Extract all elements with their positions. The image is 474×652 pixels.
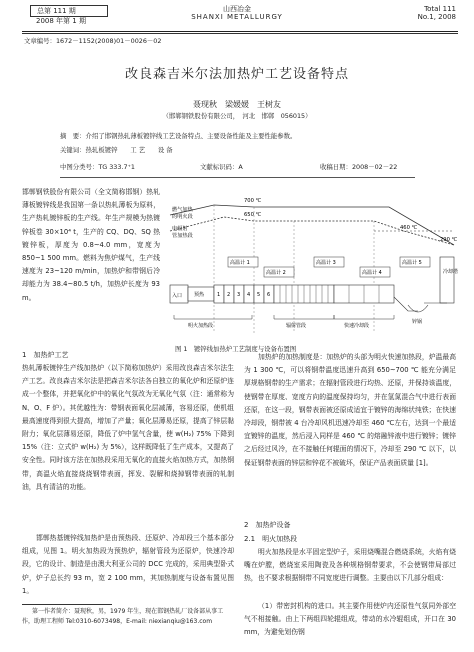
figure-caption: 图 1 镀锌线加热炉工艺制度与设备布置图	[175, 345, 297, 353]
heating-regime-paragraph: 加热炉的加热制度是：加热炉的头部为明火快速加热段，炉温最高为 1 300 ℃，可以将钢带温度迅速升高到 650~700 ℃ 能充分满足厚规格钢带的生产需求；在辐射管段进行均热、还原，并保持该温度，使钢带在厚度、宽度方向的温度保持均匀，并在氢氮混合气中进行表面还原，在这一段，钢带表面被还原成适宜于镀锌的海绵状纯铁；在快速冷却段，钢带被 4 台冷却风机迅速冷却至 460 ℃左右，达到一个最适宜镀锌的温度，然后浸入同样是 460 ℃ 的熔融锌液中进行镀锌；镀锌之后经过风冷，在不接触任何辊面的情况下，冷却至 290 ℃ 以下，以保证钢带表面的锌层和锌花不被破坏，保证产品表面质量 [1]。	[244, 353, 456, 467]
brace-flame	[174, 315, 252, 319]
document-code: 文献标识码：A	[200, 163, 243, 171]
section-2-1-heading: 2.1 明火加热段	[244, 535, 298, 543]
section-2-heading: 2 加热炉设备	[244, 521, 291, 529]
radiant-tubes	[274, 285, 334, 303]
footnote-rule	[22, 604, 112, 605]
section-2-1-paragraph: 明火加热段是水平固定型炉子，采用烧嘴混合燃烧系统，火焰有烧嘴在炉膛，燃烧室采用陶瓷及各种规格钢带要求，不会使钢带局部过热，也不要求根据钢带不同宽度进行调整。主要由以下几部分组成：	[244, 548, 456, 583]
pyrometer-1: 高温计 1	[230, 260, 250, 266]
pyrometer-2: 高温计 2	[266, 270, 286, 276]
issue-no-en: No.1, 2008	[417, 13, 456, 21]
preheat-label: 预热	[194, 292, 205, 298]
received-date: 收稿日期：2008－02－22	[320, 163, 398, 171]
pyrometer-3: 高温计 3	[316, 260, 336, 266]
journal-issue-right	[418, 5, 456, 21]
gas-zones	[214, 285, 274, 303]
zinc-pot-label: 锌锅	[412, 319, 423, 325]
section-radiant: 辐射管段	[286, 323, 307, 329]
affiliation: （邯郸钢铁股份有限公司， 河北 邯郸 056015）	[162, 112, 312, 120]
temp-460: 460 ℃	[400, 225, 418, 231]
zone-1: 1	[217, 292, 221, 298]
label-gas-heating: 燃气加热	[172, 207, 193, 213]
cooling-tower-label: 冷却塔	[443, 269, 459, 275]
section-flame: 明火加热段	[188, 323, 214, 329]
zone-6: 6	[267, 292, 271, 298]
abstract: 摘 要：介绍了邯钢热轧薄板镀锌线工艺设备特点、主要设备性能及主要性能参数。	[60, 132, 297, 140]
zone-5: 5	[257, 292, 261, 298]
section-1-paragraph: 热轧薄板镀锌生产线加热炉（以下简称加热炉）采用改良森吉米尔法生产工艺。改良森吉米尔法是把森吉米尔法各自独立的氧化炉和还原炉连成一个整体，并把氧化炉中的氧化气氛改为无氧化气氛（注：通常称为 N、O、F 炉）。其优越性为：带钢表面氧化层减薄，容易还原，使机组最高速度得到很大提高，增加了产量；氧化层薄易还原，提高了锌层黏附力；氧化层薄易还原，降低了炉中氢气含量，使 w(H₂) 75% 下降到 15%（注：立式炉 w(H₂) 为 5%），这样既降低了生产成本，又提高了安全性。同时该方法在加热段采用无氧化的直接火焰加热方式，加热钢带，高温火焰直接烧烧钢带表面，挥发、裂解和烧掉钢带表面的轧制油，具有清洁的功能。	[22, 364, 234, 491]
issue-year: 2008 年第 1 期	[36, 17, 86, 25]
label-radiant: 电辐射	[172, 226, 188, 232]
journal-name	[0, 5, 474, 21]
header-rule	[22, 31, 458, 32]
inlet-label: 入口	[172, 293, 183, 299]
zone-3: 3	[237, 292, 241, 298]
abstract-rule	[60, 177, 415, 178]
issue-total-en: Total 111	[424, 5, 456, 13]
label-gas-heating-2: 的明火段	[172, 214, 193, 220]
cooling-tower	[440, 257, 454, 303]
zone-2: 2	[227, 292, 231, 298]
section-1-paragraph-2: 邯郸热基镀锌线加热炉是由预热段、还原炉、冷却段三个基本部分组成，见图 1。明火加热段为预热炉，辐射管段为还原炉，快速冷却段，它的设计、制造是由澳大利亚公司的 DCC 完成的，采用典型卧式炉，炉子总长约 93 m，宽 2 100 mm，其加热制度与设备布置见图 1。	[22, 534, 234, 595]
paper-title: 改良森吉米尔法加热炉工艺设备特点	[124, 67, 349, 82]
intro-paragraph: 邯郸钢铁股份有限公司（全文简称邯钢）热轧薄板镀锌线是我国第一条以热轧薄板为原料，生产热轧镀锌板的生产线。年生产规模为热镀锌板卷 30×10⁴ t，生产的 CQ、DQ、SQ 热镀锌板，厚度为 0.8~4.0 mm，宽度为 850~1 500 mm。燃料为焦炉煤气，生产线速度为 23~120 m/min，加热炉和带钢后冷却能力为 38.4~80.5 t/h，加热炉长度为 93 m。	[22, 188, 160, 302]
section-cooling: 快速冷却段	[344, 323, 370, 329]
temp-290: 290 ℃	[440, 237, 458, 243]
figure-1-diagram	[164, 185, 464, 343]
temp-700: 700 ℃	[244, 198, 262, 204]
section-1-heading: 1 加热炉工艺	[22, 351, 69, 359]
footnote: 第一作者简介：聂现秋，男，1979 年生，现在邯钢热轧厂设备部从事工作，助理工程师 Tel:0310-6073498，E-mail: niexianqiu@163.com	[22, 608, 224, 625]
snout	[394, 297, 418, 311]
keywords: 关键词：热轧板镀锌 工 艺 设 备	[60, 146, 173, 154]
temp-650: 650 ℃	[244, 212, 262, 218]
journal-name-cn: 山西冶金	[223, 5, 251, 13]
issue-total: 总第 111 期	[37, 7, 76, 15]
pyrometer-5: 高温计 5	[402, 260, 422, 266]
clc-number: 中图分类号：TG 333.7⁺1	[60, 163, 135, 171]
brace-cooling	[334, 315, 394, 319]
pyrometer-4: 高温计 4	[362, 270, 382, 276]
zone-4: 4	[247, 292, 251, 298]
article-id: 文章编号：1672－1152(2008)01－0026－02	[24, 37, 162, 45]
section-2-1-item-1: （1）带密封机构的进口。其主要作用使炉内还原性气氛同外部空气不相接触。由上下两组四轮辊组成，带动的水冷辊组成，开口在 30 mm，为避免划伤钢	[244, 602, 456, 637]
label-radiant-2: 管加热段	[172, 233, 193, 239]
cooling-section	[334, 285, 394, 303]
authors: 聂现秋 梁媛媛 王树友	[193, 100, 281, 109]
journal-name-en: SHANXI METALLURGY	[191, 13, 283, 21]
header-rule-thin	[22, 33, 458, 34]
brace-radiant	[274, 315, 334, 319]
